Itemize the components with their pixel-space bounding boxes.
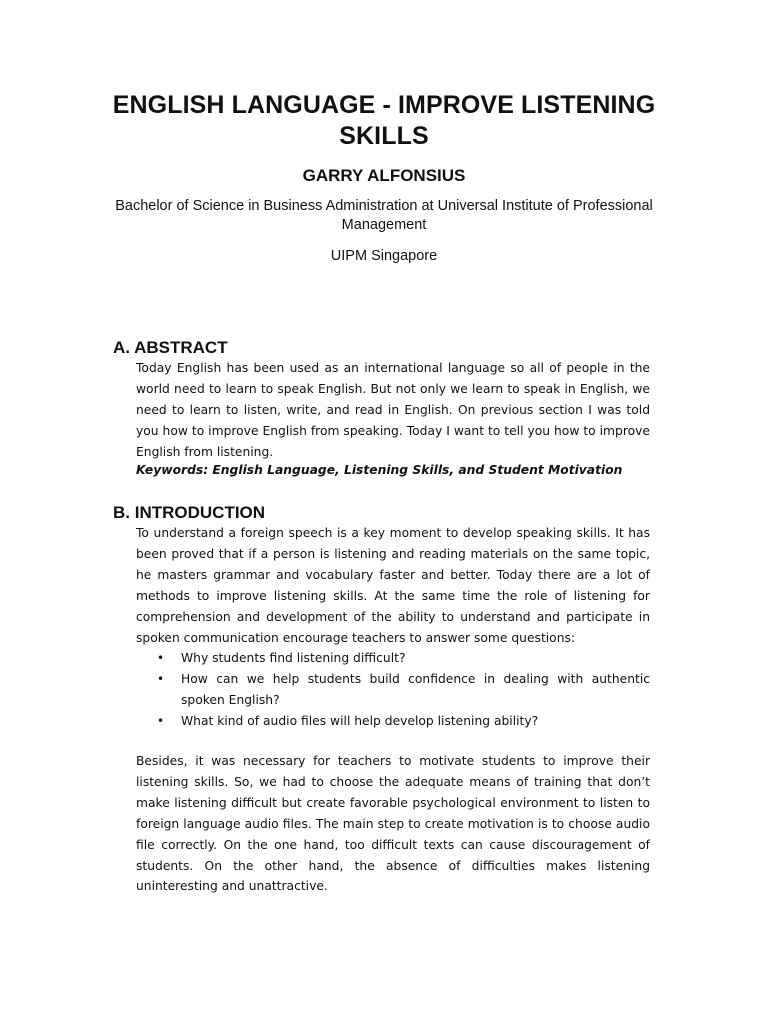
question-text: Why students find listening difficult? — [181, 651, 406, 665]
author-affiliation: Bachelor of Science in Business Administration at Universal Institute of Professional Management — [115, 198, 653, 233]
author-name: GARRY ALFONSIUS — [302, 166, 466, 185]
keywords-line: Keywords: English Language, Listening Skills, and Student Motivation — [136, 463, 623, 477]
bullet-icon: • — [157, 651, 165, 665]
introduction-paragraph-2: Besides, it was necessary for teachers to motivate students to improve their listening skills. So, we had to choose the adequate means of training that don’t make listening difficult but create favorable psychological environment to listen to foreign language audio files. The main step to create motivation is to choose audio file correctly. On the one hand, too difficult texts can cause discouragement of students. On the other hand, the absence of difficulties makes listening uninteresting and unattractive. — [136, 754, 650, 894]
list-item — [136, 648, 650, 669]
author-location: UIPM Singapore — [330, 248, 438, 264]
paper-title: ENGLISH LANGUAGE - IMPROVE LISTENING SKILLS — [112, 91, 656, 150]
bullet-icon: • — [157, 713, 165, 728]
list-item — [136, 711, 650, 732]
question-list — [136, 648, 650, 732]
paper-header — [100, 90, 668, 266]
abstract-body: Today English has been used as an international language so all of people in the world need to learn to speak English. But not only we learn to speak in English, we need to learn to listen, write, and read in English. On previous section I was told you how to improve English from speaking. Today I want to tell you how to improve English from listening. — [136, 361, 650, 459]
question-text: What kind of audio files will help develop listening ability? — [181, 713, 539, 728]
question-text: How can we help students build confidence in dealing with authentic spoken English? — [181, 671, 650, 707]
introduction-heading: B. INTRODUCTION — [113, 503, 266, 522]
abstract-heading: A. ABSTRACT — [113, 338, 228, 357]
introduction-paragraph-1: To understand a foreign speech is a key moment to develop speaking skills. It has been proved that if a person is listening and reading materials on the same topic, he masters grammar and vocabulary faster and better. Today there are a lot of methods to improve listening skills. At the same time the role of listening for comprehension and development of the ability to understand and participate in spoken communication encourage teachers to answer some questions: — [136, 526, 650, 645]
bullet-icon: • — [157, 671, 165, 686]
list-item — [136, 669, 650, 711]
